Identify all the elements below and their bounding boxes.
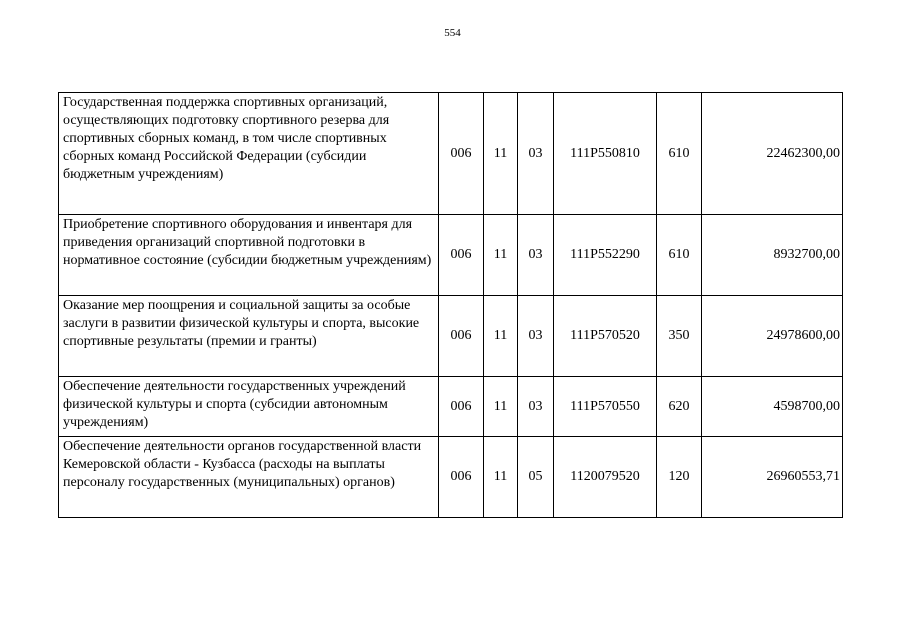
ministry-code: 006	[439, 377, 484, 437]
row-description: Обеспечение деятельности органов государственной власти Кемеровской области - Кузбасса (расходы на выплаты персоналу государственных (муниципальных) органов)	[59, 437, 439, 518]
table-row	[59, 437, 843, 518]
budget-table	[58, 92, 843, 518]
target-article-code: 111P570550	[554, 377, 657, 437]
amount-value: 4598700,00	[702, 377, 843, 437]
target-article-code: 111P552290	[554, 215, 657, 296]
ministry-code: 006	[439, 296, 484, 377]
amount-value: 26960553,71	[702, 437, 843, 518]
table-row	[59, 215, 843, 296]
row-description: Оказание мер поощрения и социальной защиты за особые заслуги в развитии физической культуры и спорта, высокие спортивные результаты (премии и гранты)	[59, 296, 439, 377]
section-code: 11	[484, 377, 518, 437]
ministry-code: 006	[439, 215, 484, 296]
amount-value: 24978600,00	[702, 296, 843, 377]
target-article-code: 111P550810	[554, 93, 657, 215]
ministry-code: 006	[439, 93, 484, 215]
section-code: 11	[484, 296, 518, 377]
subsection-code: 03	[518, 215, 554, 296]
page-number: 554	[444, 27, 461, 39]
table-row	[59, 377, 843, 437]
amount-value: 22462300,00	[702, 93, 843, 215]
row-description: Государственная поддержка спортивных организаций, осуществляющих подготовку спортивного резерва для спортивных сборных команд, в том числе спортивных сборных команд Российской Федерации (субсидии бюджетным учреждениям)	[59, 93, 439, 215]
expense-type-code: 610	[657, 215, 702, 296]
expense-type-code: 620	[657, 377, 702, 437]
expense-type-code: 120	[657, 437, 702, 518]
table-row	[59, 93, 843, 215]
section-code: 11	[484, 215, 518, 296]
table-row	[59, 296, 843, 377]
expense-type-code: 350	[657, 296, 702, 377]
row-description: Обеспечение деятельности государственных учреждений физической культуры и спорта (субсидии автономным учреждениям)	[59, 377, 439, 437]
ministry-code: 006	[439, 437, 484, 518]
subsection-code: 03	[518, 377, 554, 437]
subsection-code: 03	[518, 93, 554, 215]
target-article-code: 1120079520	[554, 437, 657, 518]
row-description: Приобретение спортивного оборудования и инвентаря для приведения организаций спортивной подготовки в нормативное состояние (субсидии бюджетным учреждениям)	[59, 215, 439, 296]
subsection-code: 05	[518, 437, 554, 518]
section-code: 11	[484, 93, 518, 215]
section-code: 11	[484, 437, 518, 518]
amount-value: 8932700,00	[702, 215, 843, 296]
subsection-code: 03	[518, 296, 554, 377]
expense-type-code: 610	[657, 93, 702, 215]
target-article-code: 111P570520	[554, 296, 657, 377]
